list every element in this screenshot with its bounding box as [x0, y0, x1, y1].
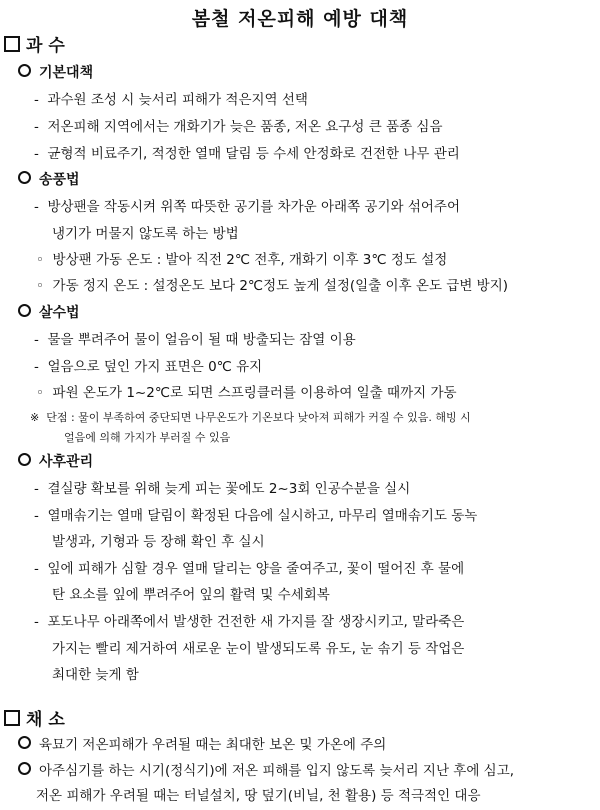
list-item: - 얼음으로 덮인 가지 표면은 0℃ 유지	[34, 359, 263, 375]
list-item: 육묘기 저온피해가 우려될 때는 최대한 보온 및 가온에 주의	[18, 735, 386, 755]
list-item-continued: 발생과, 기형과 등 장해 확인 후 실시	[52, 534, 265, 550]
checkbox-square-icon	[4, 36, 20, 52]
circle-bullet-icon	[18, 304, 31, 317]
list-item-continued: 저온 피해가 우려될 때는 터널설치, 땅 덮기(비닐, 천 활용) 등 적극적인 대응	[36, 788, 481, 804]
circle-bullet-icon	[18, 762, 31, 775]
list-item: - 열매솎기는 열매 달림이 확정된 다음에 실시하고, 마무리 열매솎기도 동녹	[34, 508, 478, 524]
circle-bullet-icon	[18, 453, 31, 466]
circle-bullet-icon	[18, 171, 31, 184]
section-fruit-heading: 과 수	[26, 36, 65, 56]
section-veg-heading: 채 소	[26, 710, 65, 730]
circle-bullet-icon	[18, 64, 31, 77]
list-item: 아주심기를 하는 시기(정식기)에 저온 피해를 입지 않도록 늦서리 지난 후에 심고,	[18, 761, 514, 781]
list-item: - 과수원 조성 시 늦서리 피해가 적은지역 선택	[34, 92, 308, 108]
list-item: - 방상팬을 작동시켜 위쪽 따뜻한 공기를 차가운 아래쪽 공기와 섞어주어	[34, 199, 460, 215]
note-item: ◦ 가동 정지 온도 : 설정온도 보다 2℃정도 높게 설정(일출 이후 온도 급변 방지)	[36, 278, 509, 294]
subsection-fan	[18, 170, 80, 190]
list-item-continued: 탄 요소를 잎에 뿌려주어 잎의 활력 및 수세회복	[52, 587, 330, 603]
list-item: - 잎에 피해가 심할 경우 열매 달리는 양을 줄여주고, 꽃이 떨어진 후 물에	[34, 561, 465, 577]
subsection-sprinkle-heading: 살수법	[39, 305, 80, 321]
warning-note-continued: 얼음에 의해 가지가 부러질 수 있음	[64, 431, 231, 444]
checkbox-square-icon	[4, 710, 20, 726]
list-item: - 포도나무 아래쪽에서 발생한 건전한 새 가지를 잘 생장시키고, 말라죽은	[34, 614, 465, 630]
list-item-continued: 가지는 빨리 제거하여 새로운 눈이 발생되도록 유도, 눈 솎기 등 작업은	[52, 641, 465, 657]
section-fruit	[4, 36, 65, 56]
note-item: ◦ 파원 온도가 1~2℃로 되면 스프링클러를 이용하여 일출 때까지 가동	[36, 385, 457, 401]
page-title: 봄철 저온피해 예방 대책	[191, 8, 409, 30]
subsection-after-heading: 사후관리	[39, 454, 94, 470]
circle-bullet-icon	[18, 736, 31, 749]
list-item-continued: 냉기가 머물지 않도록 하는 방법	[52, 226, 239, 242]
subsection-after	[18, 452, 93, 472]
subsection-basic-heading: 기본대책	[39, 65, 94, 81]
list-item: - 물을 뿌려주어 물이 얼음이 될 때 방출되는 잠열 이용	[34, 332, 356, 348]
subsection-fan-heading: 송풍법	[39, 172, 80, 188]
list-item: - 저온피해 지역에서는 개화기가 늦은 품종, 저온 요구성 큰 품종 심음	[34, 119, 443, 135]
list-item: - 결실량 확보를 위해 늦게 피는 꽃에도 2~3회 인공수분을 실시	[34, 481, 411, 497]
subsection-sprinkle	[18, 303, 80, 323]
warning-note: ※ 단점 : 물이 부족하여 중단되면 나무온도가 기온보다 낮아져 피해가 커질 수 있음. 해빙 시	[30, 411, 471, 424]
note-item: ◦ 방상팬 가동 온도 : 발아 직전 2℃ 전후, 개화기 이후 3℃ 정도 설정	[36, 252, 448, 268]
list-item-continued: 최대한 늦게 함	[52, 667, 139, 683]
subsection-basic	[18, 63, 93, 83]
list-item: - 균형적 비료주기, 적정한 열매 달림 등 수세 안정화로 건전한 나무 관리	[34, 146, 460, 162]
section-veg	[4, 710, 65, 730]
